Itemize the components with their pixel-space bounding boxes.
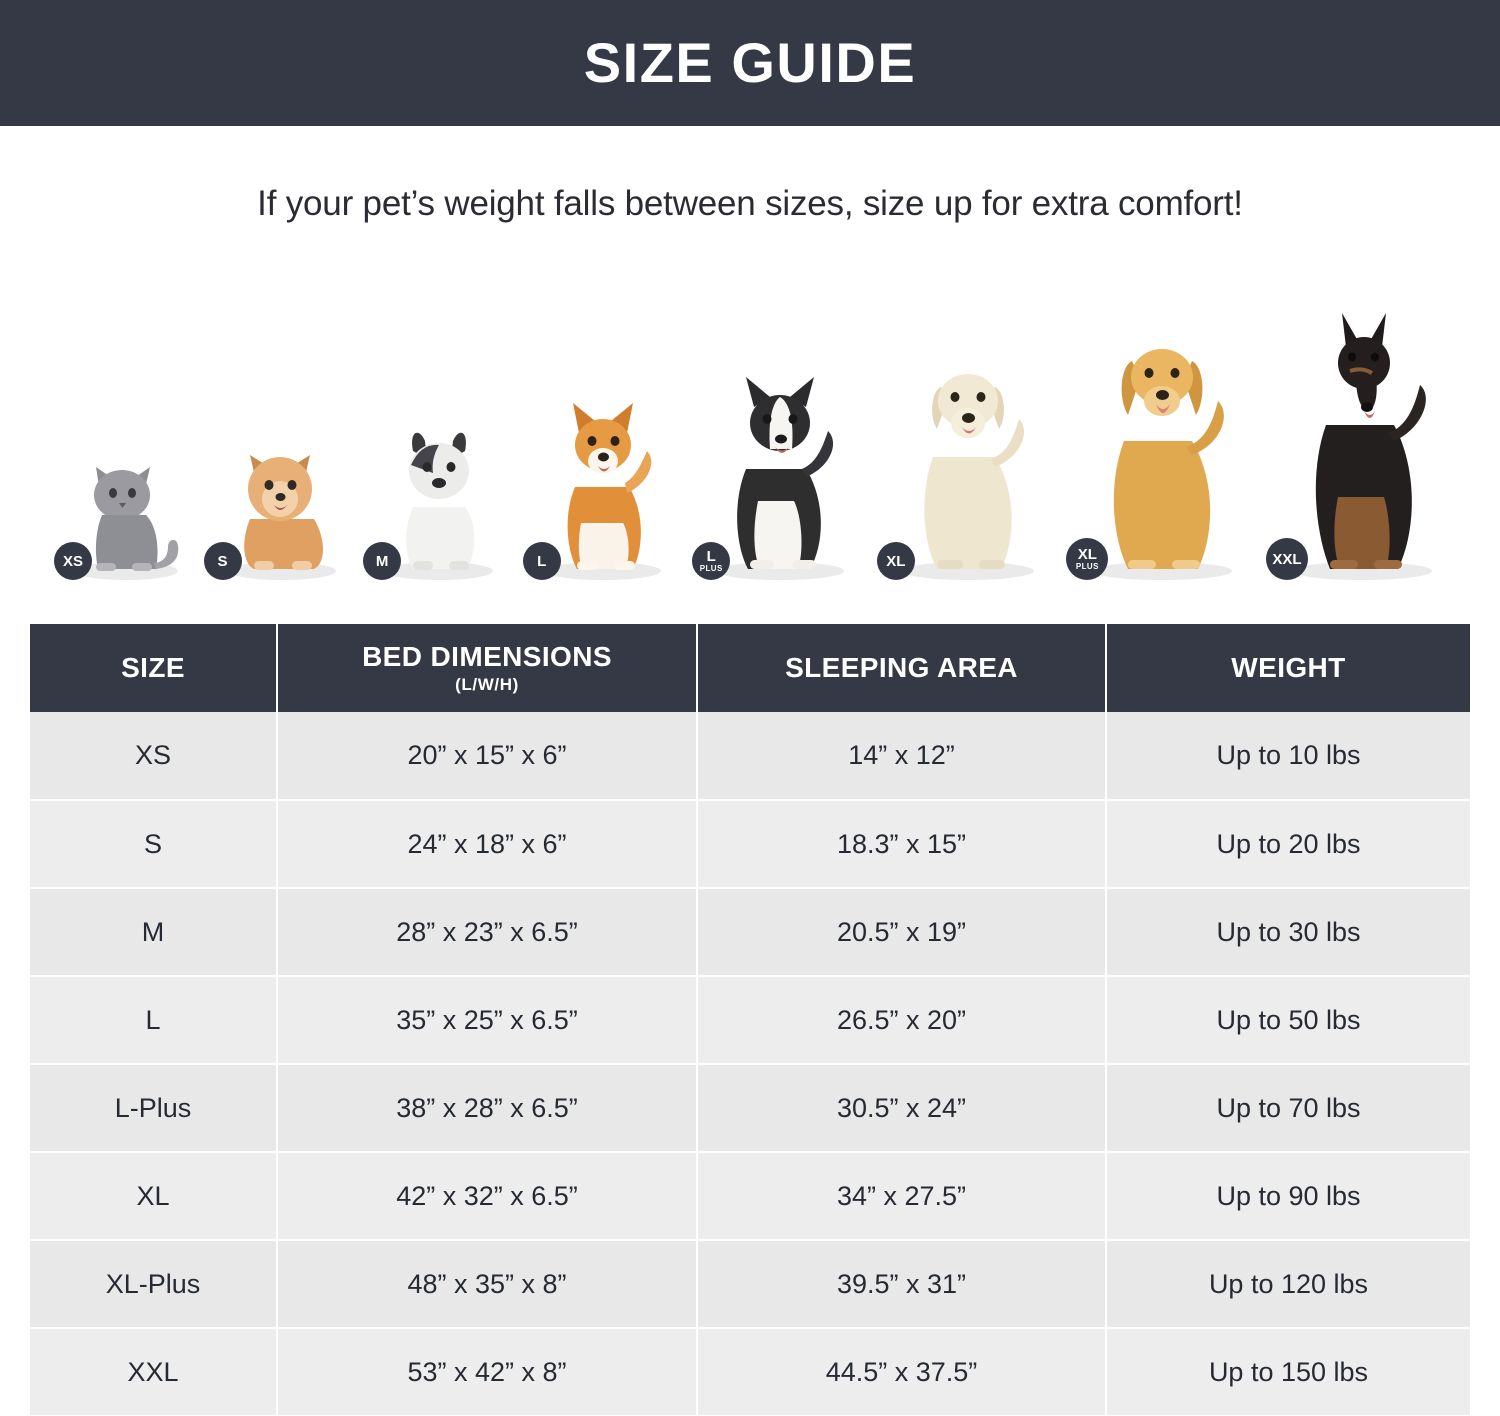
cell-size: L xyxy=(30,976,277,1064)
cell-dimensions: 38” x 28” x 6.5” xyxy=(277,1064,697,1152)
cell-weight: Up to 20 lbs xyxy=(1106,800,1470,888)
cell-weight: Up to 50 lbs xyxy=(1106,976,1470,1064)
lineup-item-xs xyxy=(60,433,190,588)
cell-size: XS xyxy=(30,712,277,800)
cell-sleeping-area: 30.5” x 24” xyxy=(697,1064,1106,1152)
cell-dimensions: 42” x 32” x 6.5” xyxy=(277,1152,697,1240)
size-badge-xs xyxy=(54,542,92,580)
cell-weight: Up to 120 lbs xyxy=(1106,1240,1470,1328)
table-row xyxy=(30,888,1470,976)
size-badge-l-plus xyxy=(692,542,730,580)
size-badge-s xyxy=(204,542,242,580)
cell-weight: Up to 30 lbs xyxy=(1106,888,1470,976)
cell-dimensions: 24” x 18” x 6” xyxy=(277,800,697,888)
table-header xyxy=(30,624,1470,712)
size-badge-xl xyxy=(877,542,915,580)
header-banner xyxy=(0,0,1500,126)
table-row xyxy=(30,1064,1470,1152)
cell-sleeping-area: 44.5” x 37.5” xyxy=(697,1328,1106,1416)
lineup-item-l xyxy=(529,373,679,588)
cell-size: XXL xyxy=(30,1328,277,1416)
size-badge-label: XL xyxy=(1077,546,1097,563)
cell-sleeping-area: 18.3” x 15” xyxy=(697,800,1106,888)
size-badge-label: XS xyxy=(62,552,83,570)
size-badge-m xyxy=(363,542,401,580)
cell-dimensions: 28” x 23” x 6.5” xyxy=(277,888,697,976)
lineup-item-l-plus xyxy=(698,351,863,588)
size-badge-l xyxy=(523,542,561,580)
doberman-icon xyxy=(1272,301,1452,583)
size-table-wrapper xyxy=(30,624,1470,1416)
cell-size: XL-Plus xyxy=(30,1240,277,1328)
cell-dimensions: 48” x 35” x 8” xyxy=(277,1240,697,1328)
pet-lineup xyxy=(30,268,1470,588)
size-badge-sub-label: PLUS xyxy=(1075,562,1099,571)
size-badge-xxl xyxy=(1266,538,1308,580)
cell-weight: Up to 150 lbs xyxy=(1106,1328,1470,1416)
subtitle-row xyxy=(0,126,1500,224)
column-header-size: SIZE xyxy=(30,624,277,712)
table-body xyxy=(30,712,1470,1416)
cell-dimensions: 20” x 15” x 6” xyxy=(277,712,697,800)
lineup-item-m xyxy=(369,403,509,588)
cell-weight: Up to 10 lbs xyxy=(1106,712,1470,800)
lineup-item-xl-plus xyxy=(1072,315,1252,588)
table-row xyxy=(30,1152,1470,1240)
table-row xyxy=(30,800,1470,888)
cell-dimensions: 53” x 42” x 8” xyxy=(277,1328,697,1416)
table-row xyxy=(30,712,1470,800)
cell-size: S xyxy=(30,800,277,888)
size-badge-label: XL xyxy=(886,552,906,570)
table-row xyxy=(30,1240,1470,1328)
size-badge-sub-label: PLUS xyxy=(699,564,723,573)
cell-sleeping-area: 26.5” x 20” xyxy=(697,976,1106,1064)
cell-size: XL xyxy=(30,1152,277,1240)
size-badge-label: XXL xyxy=(1272,550,1302,568)
column-header-dimensions-label: BED DIMENSIONS xyxy=(362,641,612,672)
lineup-item-s xyxy=(210,421,350,588)
column-header-dimensions xyxy=(277,624,697,712)
column-header-dimensions-sublabel: (L/W/H) xyxy=(455,675,519,694)
cell-sleeping-area: 14” x 12” xyxy=(697,712,1106,800)
table-row xyxy=(30,976,1470,1064)
lineup-item-xxl xyxy=(1272,301,1452,588)
column-header-sleeping-area: SLEEPING AREA xyxy=(697,624,1106,712)
size-badge-label: S xyxy=(217,552,228,570)
cell-sleeping-area: 39.5” x 31” xyxy=(697,1240,1106,1328)
cell-size: L-Plus xyxy=(30,1064,277,1152)
column-header-weight: WEIGHT xyxy=(1106,624,1470,712)
size-badge-label: L xyxy=(537,552,547,570)
size-badge-label: L xyxy=(706,548,716,565)
cell-dimensions: 35” x 25” x 6.5” xyxy=(277,976,697,1064)
table-row xyxy=(30,1328,1470,1416)
cell-weight: Up to 90 lbs xyxy=(1106,1152,1470,1240)
cell-size: M xyxy=(30,888,277,976)
lineup-item-xl xyxy=(883,335,1053,588)
size-badge-label: M xyxy=(375,552,389,570)
cell-sleeping-area: 20.5” x 19” xyxy=(697,888,1106,976)
subtitle-text: If your pet’s weight falls between sizes, size up for extra comfort! xyxy=(257,184,1243,223)
size-table xyxy=(30,624,1470,1416)
table-header-row xyxy=(30,624,1470,712)
cell-sleeping-area: 34” x 27.5” xyxy=(697,1152,1106,1240)
page-title: SIZE GUIDE xyxy=(583,31,917,94)
cell-weight: Up to 70 lbs xyxy=(1106,1064,1470,1152)
